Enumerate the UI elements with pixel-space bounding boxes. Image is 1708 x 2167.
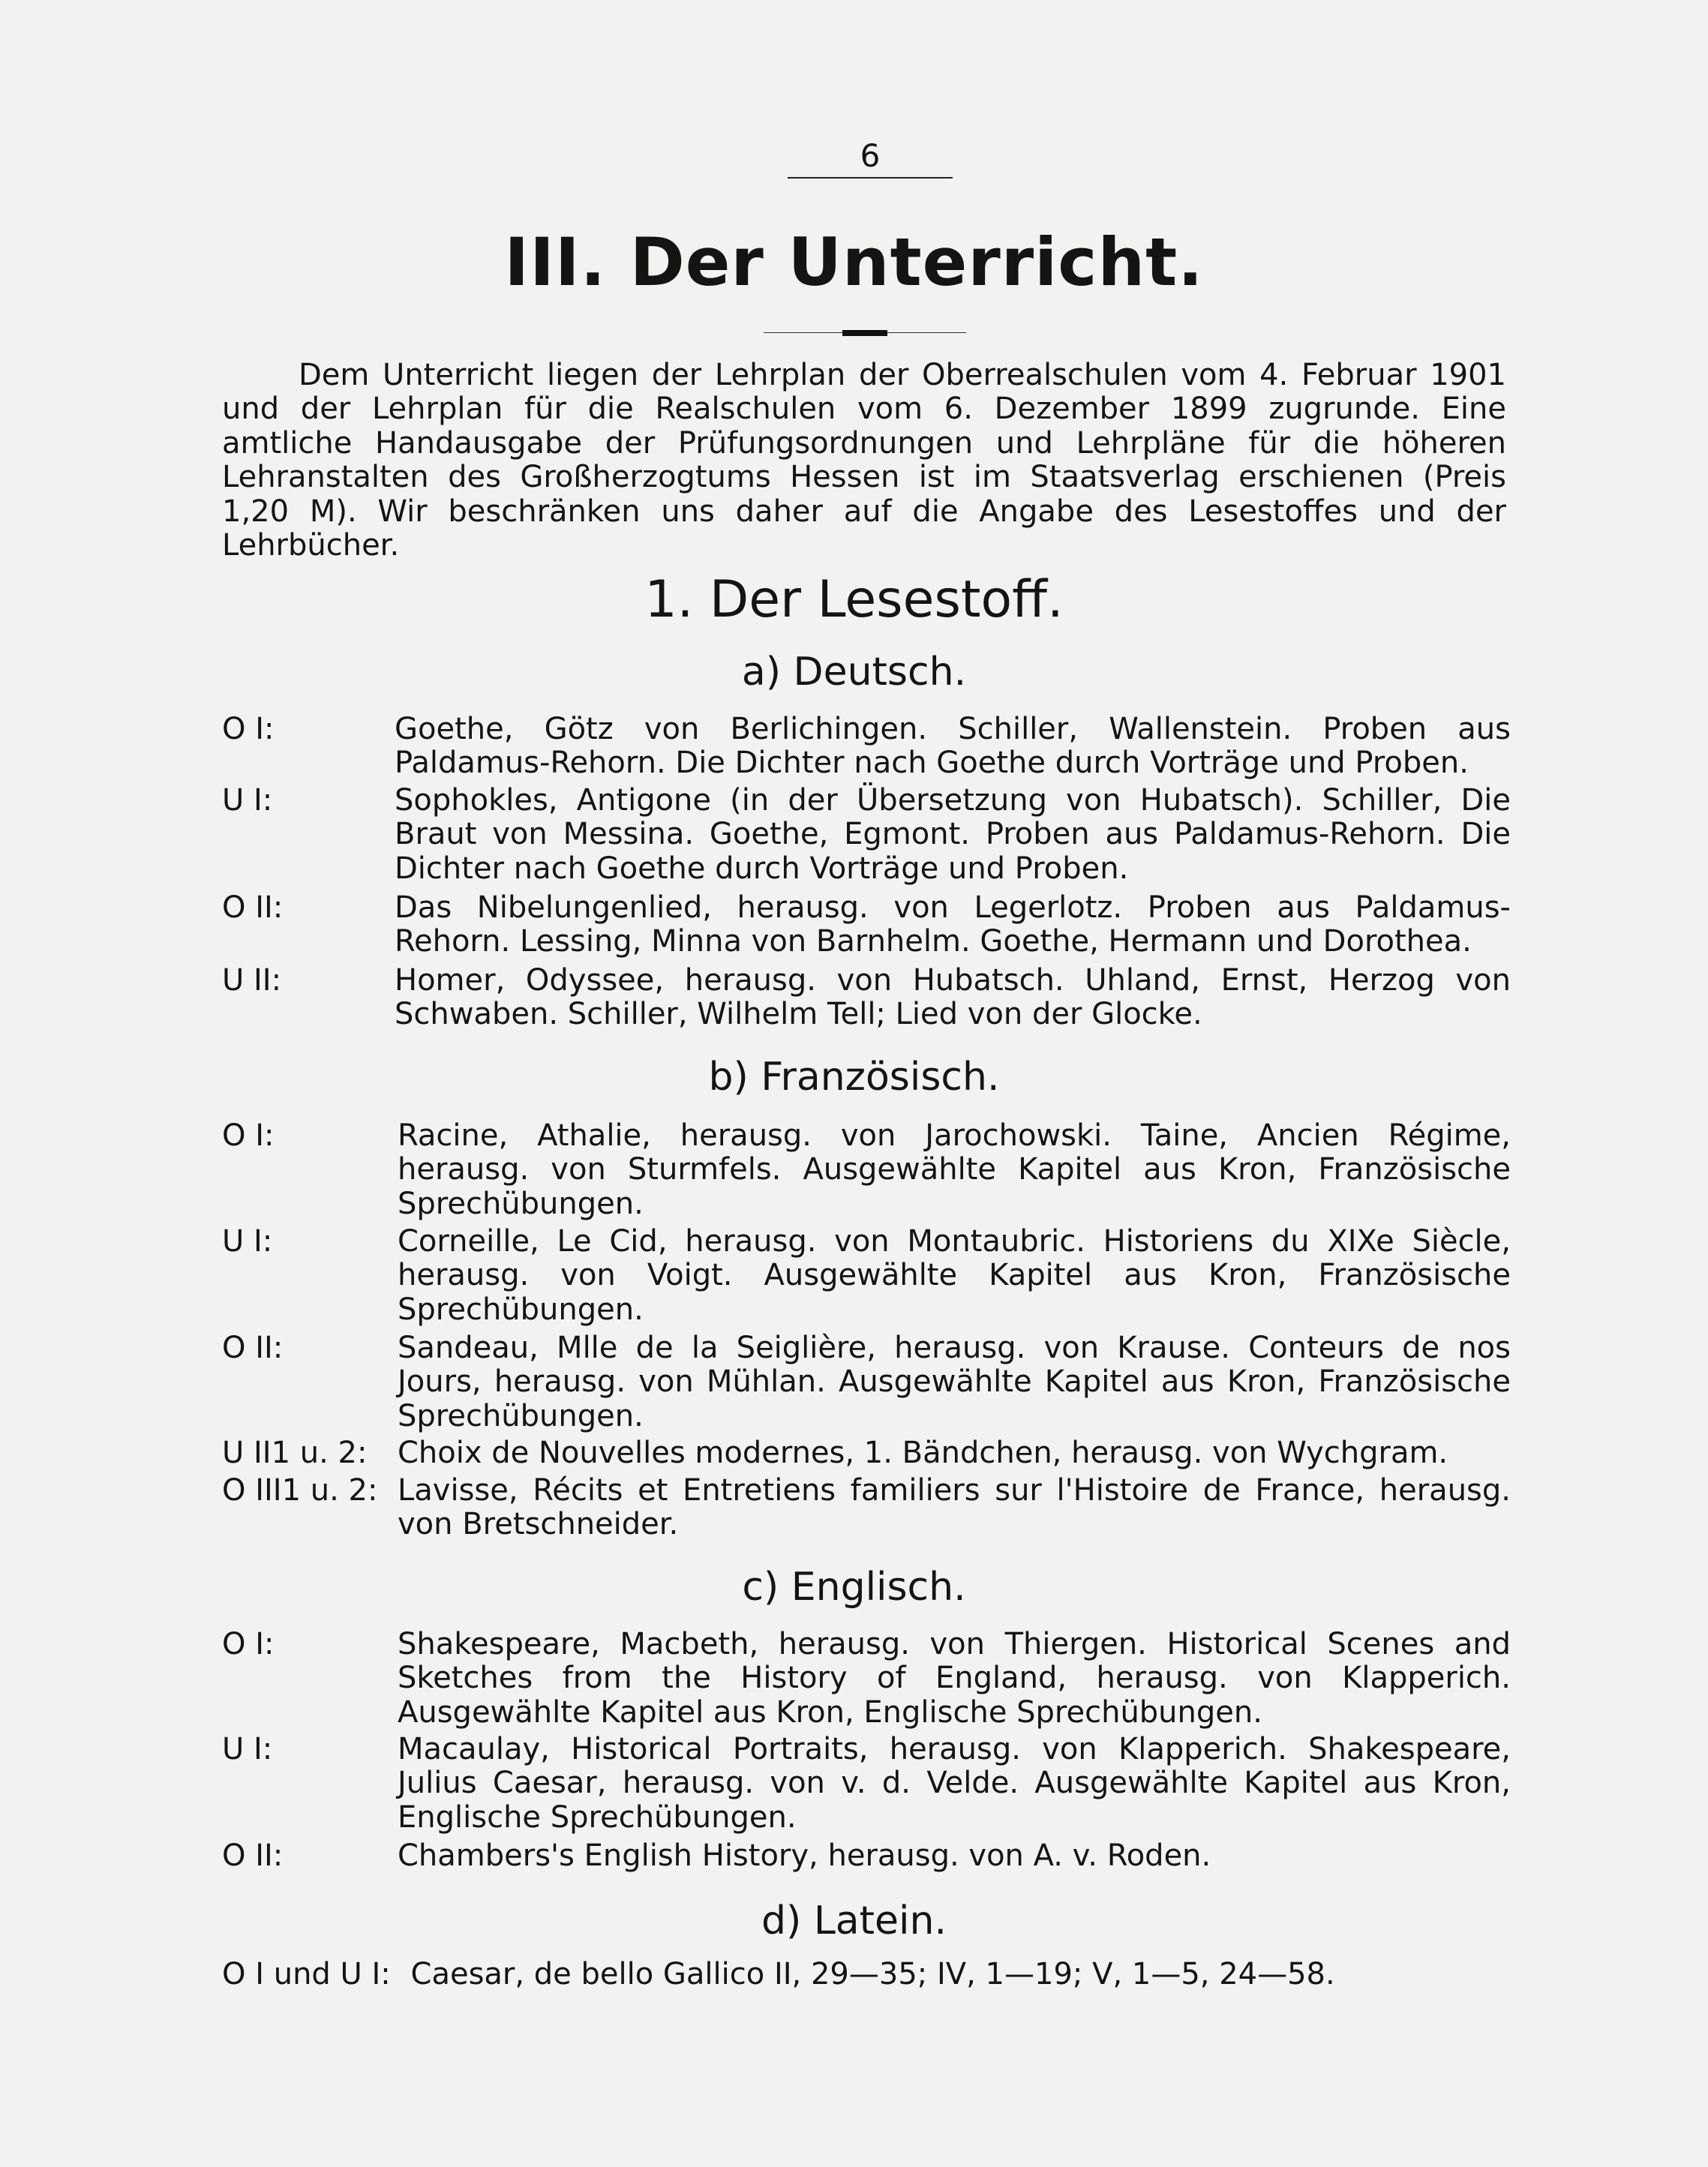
heading-deutsch: a) Deutsch.	[741, 650, 967, 695]
entry-text: Corneille, Le Cid, herausg. von Montaubric. Historiens du XIXe Siècle, herausg. von Voigt. Ausgewählte Kapitel aus Kron, Französische Sprechübungen.	[398, 1224, 1511, 1327]
entry-label: O II:	[222, 890, 284, 925]
entry-text: Choix de Nouvelles modernes, 1. Bändchen, herausg. von Wychgram.	[398, 1436, 1448, 1470]
entry-text: Das Nibelungenlied, herausg. von Legerlotz. Proben aus Paldamus-Rehorn. Lessing, Minna von Barnhelm. Goethe, Hermann und Dorothea.	[395, 890, 1511, 959]
heading-latein: d) Latein.	[761, 1898, 947, 1943]
entry-text: Macaulay, Historical Portraits, herausg. von Klapperich. Shakespeare, Julius Caesar, herausg. von v. d. Velde. Ausgewählte Kapitel aus Kron, Englische Sprechübungen.	[398, 1732, 1511, 1835]
entry-label: U I:	[222, 1732, 273, 1766]
ornament-bar	[842, 330, 887, 336]
entry-text: Sophokles, Antigone (in der Übersetzung von Hubatsch). Schiller, Die Braut von Messina. Goethe, Egmont. Proben aus Paldamus-Rehorn. Die Dichter nach Goethe durch Vorträge und Proben.	[395, 783, 1511, 886]
entry-label: U II1 u. 2:	[222, 1436, 368, 1470]
entry-latein-oi-ui	[222, 1958, 1542, 1991]
title-ornament	[764, 330, 966, 336]
page-number: 6	[788, 137, 953, 179]
chapter-title: III. Der Unterricht.	[504, 224, 1204, 301]
entry-text: Homer, Odyssee, herausg. von Hubatsch. Uhland, Ernst, Herzog von Schwaben. Schiller, Wilhelm Tell; Lied von der Glocke.	[395, 963, 1511, 1032]
entry-text: Shakespeare, Macbeth, herausg. von Thiergen. Historical Scenes and Sketches from the History of England, herausg. von Klapperich. Ausgewählte Kapitel aus Kron, Englische Sprechübungen.	[398, 1627, 1511, 1730]
intro-paragraph: Dem Unterricht liegen der Lehrplan der Oberrealschulen vom 4. Februar 1901 und der Lehrplan für die Realschulen vom 6. Dezember 1899 zugrunde. Eine amtliche Handausgabe der Prüfungsordnungen und Lehrpläne für die höheren Lehranstalten des Großherzogtums Hessen ist im Staatsverlag erschienen (Preis 1,20 M). Wir beschränken uns daher auf die Angabe des Lesestoffes und der Lehrbücher.	[222, 358, 1506, 563]
heading-franzoesisch: b) Französisch.	[708, 1055, 1000, 1100]
entry-label: U I:	[222, 783, 273, 818]
entry-label: O III1 u. 2:	[222, 1473, 378, 1508]
entry-text: Sandeau, Mlle de la Seiglière, herausg. von Krause. Conteurs de nos Jours, herausg. von Mühlan. Ausgewählte Kapitel aus Kron, Französische Sprechübungen.	[398, 1331, 1511, 1433]
entry-label: O I und U I:	[222, 1957, 391, 1991]
entry-text: Racine, Athalie, herausg. von Jarochowski. Taine, Ancien Régime, herausg. von Sturmfels. Ausgewählte Kapitel aus Kron, Französische Sprechübungen.	[398, 1118, 1511, 1221]
entry-text: Lavisse, Récits et Entretiens familiers sur l'Histoire de France, herausg. von Bretschneider.	[398, 1473, 1511, 1542]
entry-label: O I:	[222, 1627, 275, 1661]
entry-label: U II:	[222, 963, 282, 998]
entry-text: Caesar, de bello Gallico II, 29—35; IV, 1—19; V, 1—5, 24—58.	[410, 1957, 1335, 1991]
entry-label: O I:	[222, 712, 275, 746]
entry-label: O II:	[222, 1331, 284, 1365]
entry-text: Chambers's English History, herausg. von A. v. Roden.	[398, 1838, 1211, 1873]
section-title: 1. Der Lesestoff.	[644, 570, 1064, 629]
entry-text: Goethe, Götz von Berlichingen. Schiller, Wallenstein. Proben aus Paldamus-Rehorn. Die Dichter nach Goethe durch Vorträge und Proben.	[395, 712, 1511, 781]
entry-label: O II:	[222, 1838, 284, 1873]
entry-label: U I:	[222, 1224, 273, 1259]
heading-englisch: c) Englisch.	[742, 1565, 966, 1610]
entry-label: O I:	[222, 1118, 275, 1153]
